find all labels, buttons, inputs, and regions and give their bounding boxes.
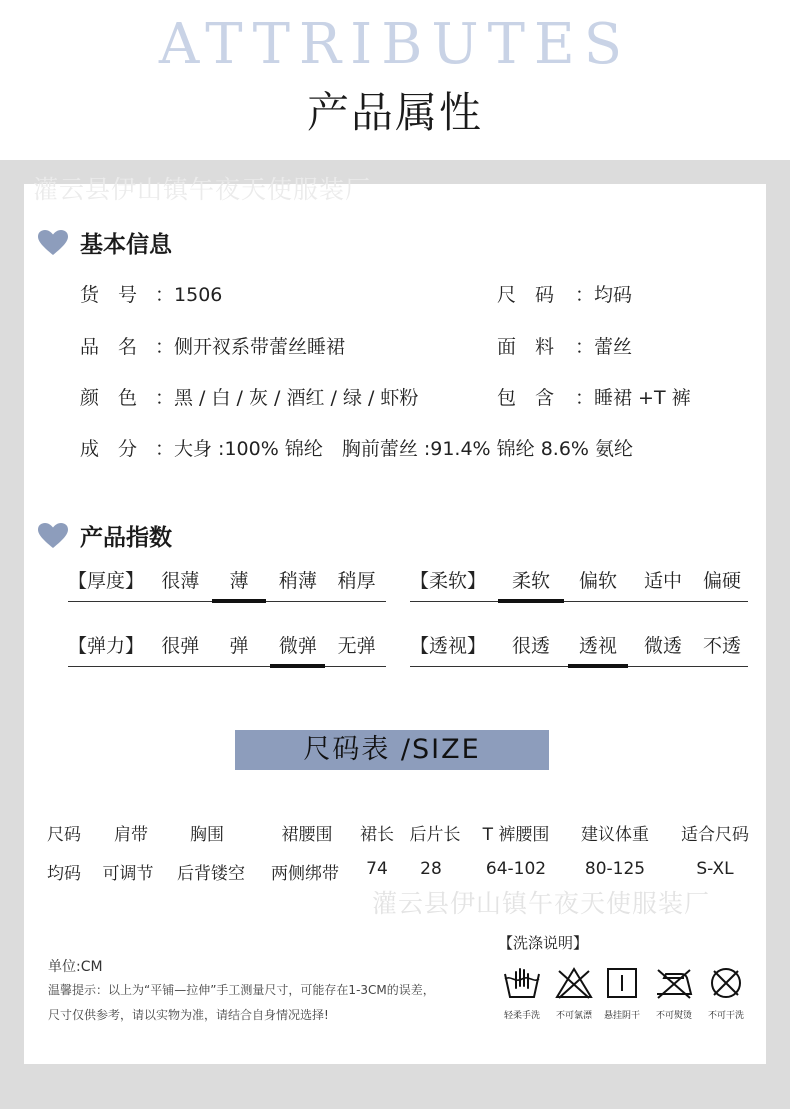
name-key: 品 名 (80, 336, 138, 358)
index-option: 稍厚 (337, 570, 376, 592)
colon: ： (155, 284, 175, 306)
colon: ： (575, 387, 595, 409)
index-option: 稍薄 (278, 570, 317, 592)
index-option-selected: 柔软 (496, 566, 566, 601)
index-option: 偏硬 (702, 570, 741, 592)
table-cell: 可调节 (102, 864, 154, 884)
index-option: 适中 (643, 570, 682, 592)
size-table-banner: 尺码表 /SIZE (235, 730, 549, 770)
colon: ： (575, 284, 595, 306)
index-elasticity (68, 627, 386, 667)
color-key: 颜 色 (80, 387, 138, 409)
item-no-row (80, 280, 222, 307)
section-title: 基本信息 (80, 232, 172, 258)
material-value: 蕾丝 (594, 336, 633, 358)
table-cell: 均码 (47, 864, 81, 884)
table-header: 裙腰围 (281, 825, 333, 845)
material-row (497, 332, 632, 359)
section-basic-info (38, 226, 172, 259)
size-value: 均码 (594, 284, 633, 306)
index-softness (410, 562, 748, 602)
wash-label: 不可熨烫 (655, 1011, 692, 1021)
table-cell: 74 (366, 859, 388, 879)
size-row (497, 280, 632, 307)
wash-item (600, 966, 644, 1021)
wash-label: 轻柔手洗 (503, 1011, 540, 1021)
table-header: 建议体重 (581, 825, 649, 845)
composition-value: 大身 :100% 锦纶 胸前蕾丝 :91.4% 锦纶 8.6% 氨纶 (174, 438, 634, 460)
content-card (24, 184, 766, 1064)
chinese-title: 产品属性 (306, 88, 483, 137)
index-option: 无弹 (337, 635, 376, 657)
index-label: 【柔软】 (410, 570, 487, 592)
table-header: 胸围 (190, 825, 224, 845)
watermark-bottom: 灌云县伊山镇午夜天使服装厂 (372, 889, 711, 918)
watermark-top: 灌云县伊山镇午夜天使服装厂 (33, 175, 372, 204)
composition-row (80, 434, 633, 461)
english-title: ATTRIBUTES (158, 12, 632, 77)
wash-title: 【洗涤说明】 (498, 934, 589, 952)
wash-label: 不可氯漂 (555, 1011, 592, 1021)
section-title: 产品指数 (80, 525, 172, 551)
index-option: 不透 (702, 635, 741, 657)
table-cell: 后背镂空 (177, 864, 245, 884)
includes-key: 包 含 (497, 387, 555, 409)
colon: ： (155, 387, 175, 409)
table-header: 适合尺码 (681, 825, 749, 845)
size-key: 尺 码 (497, 284, 555, 306)
name-value: 侧开衩系带蕾丝睡裙 (174, 336, 346, 358)
index-thickness (68, 562, 386, 602)
index-option: 微透 (643, 635, 682, 657)
color-row (80, 383, 418, 410)
table-header: T 裤腰围 (482, 825, 550, 845)
table-cell: S-XL (696, 859, 734, 879)
includes-value: 睡裙 +T 裤 (594, 387, 691, 409)
table-header: 裙长 (360, 825, 394, 845)
table-cell: 两侧绑带 (271, 864, 339, 884)
wash-item (500, 966, 544, 1021)
index-option: 弹 (229, 635, 249, 657)
wash-label: 悬挂阴干 (603, 1011, 640, 1021)
index-option: 很弹 (161, 635, 200, 657)
index-option-selected: 微弹 (268, 631, 327, 666)
item-no-key: 货 号 (80, 284, 138, 306)
tip-line-2: 尺寸仅供参考，请以实物为准，请结合自身情况选择! (48, 1008, 329, 1022)
index-option-selected: 透视 (566, 631, 630, 666)
table-header: 尺码 (47, 825, 81, 845)
wash-item (704, 966, 748, 1021)
colon: ： (155, 438, 175, 460)
section-product-index (38, 519, 172, 552)
includes-row (497, 383, 691, 410)
composition-key: 成 分 (80, 438, 138, 460)
colon: ： (155, 336, 175, 358)
wash-label: 不可干洗 (707, 1011, 744, 1021)
no-iron-icon (654, 966, 694, 1000)
name-row (80, 332, 345, 359)
index-transparency (410, 627, 748, 667)
tip-line-1: 温馨提示：以上为“平铺—拉伸”手工测量尺寸，可能存在1-3CM的误差， (48, 983, 435, 997)
no-dry-clean-icon (706, 966, 746, 1000)
no-bleach-icon (554, 966, 594, 1000)
heart-icon (38, 523, 68, 549)
index-label: 【厚度】 (68, 570, 145, 592)
material-key: 面 料 (497, 336, 555, 358)
table-header: 后片长 (409, 825, 461, 845)
unit-note: 单位:CM (48, 959, 103, 975)
item-no-value: 1506 (174, 284, 223, 306)
index-option: 很透 (511, 635, 550, 657)
wash-item (552, 966, 596, 1021)
hang-dry-icon (602, 966, 642, 1000)
index-option: 很薄 (161, 570, 200, 592)
table-cell: 28 (420, 859, 442, 879)
wash-item (652, 966, 696, 1021)
table-cell: 80-125 (584, 859, 646, 879)
table-header: 肩带 (114, 825, 148, 845)
heart-icon (38, 230, 68, 256)
colon: ： (575, 336, 595, 358)
index-label: 【透视】 (410, 635, 487, 657)
table-cell: 64-102 (485, 859, 547, 879)
color-value: 黑 / 白 / 灰 / 酒红 / 绿 / 虾粉 (174, 387, 419, 409)
index-label: 【弹力】 (68, 635, 145, 657)
hand-wash-icon (502, 966, 542, 1000)
index-option: 偏软 (578, 570, 617, 592)
index-option-selected: 薄 (210, 566, 269, 601)
